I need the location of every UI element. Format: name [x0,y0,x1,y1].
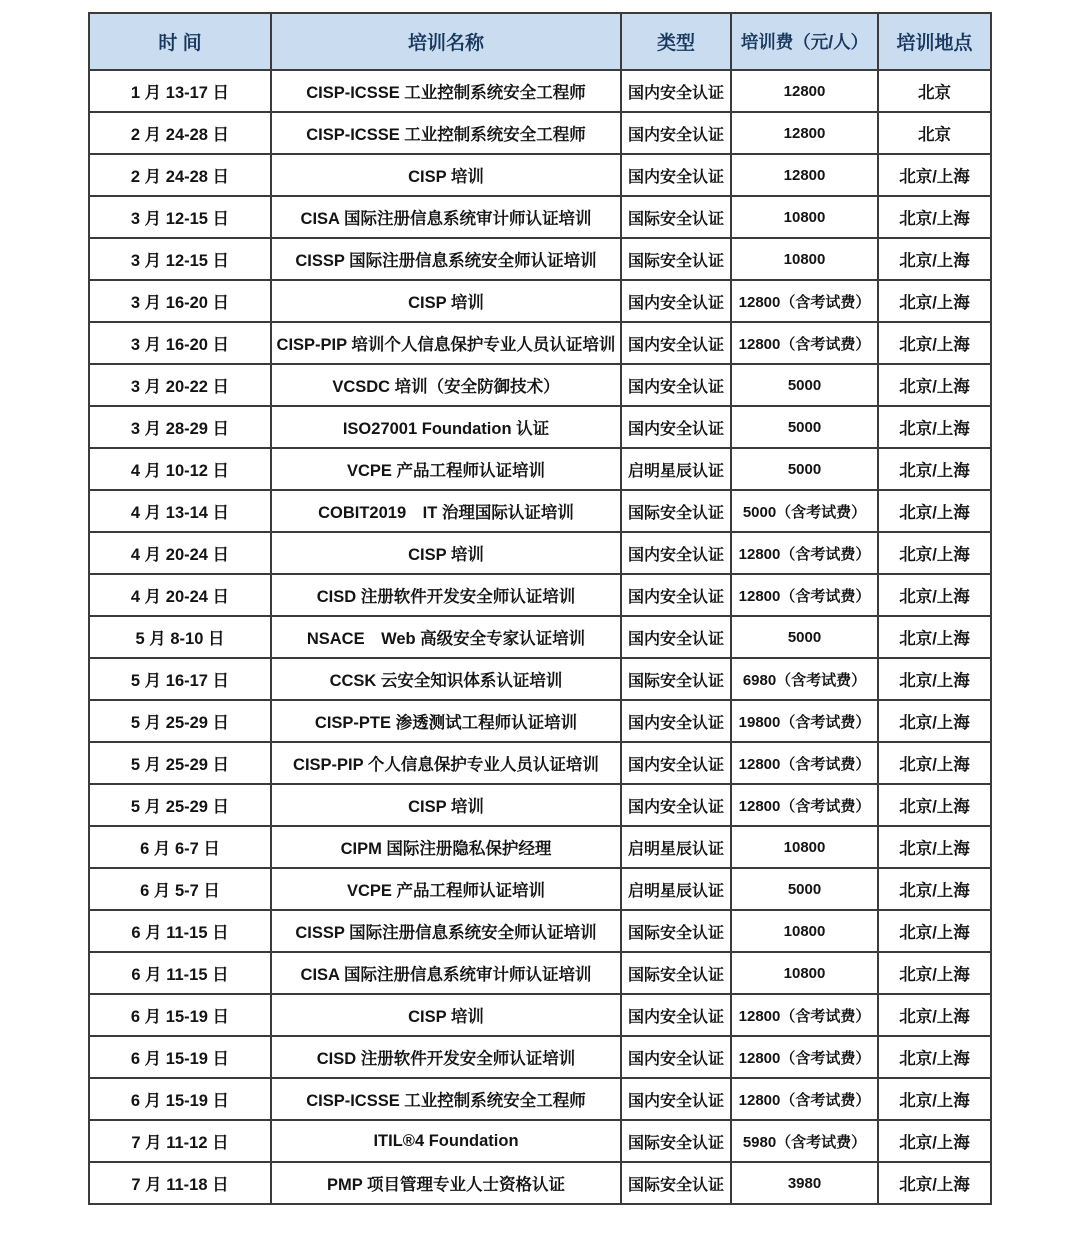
cell-location: 北京 [878,70,991,112]
cell-location: 北京/上海 [878,1036,991,1078]
cell-course-name: COBIT2019 IT 治理国际认证培训 [271,490,621,532]
column-header-type: 类型 [621,13,731,70]
cell-time: 5 月 25-29 日 [89,742,271,784]
cell-type: 国际安全认证 [621,952,731,994]
cell-type: 启明星辰认证 [621,826,731,868]
cell-type: 启明星辰认证 [621,448,731,490]
cell-fee: 10800 [731,196,878,238]
cell-fee: 5980（含考试费） [731,1120,878,1162]
cell-type: 国内安全认证 [621,280,731,322]
cell-type: 国内安全认证 [621,1078,731,1120]
cell-location: 北京/上海 [878,868,991,910]
cell-course-name: CISP-ICSSE 工业控制系统安全工程师 [271,70,621,112]
cell-fee: 12800（含考试费） [731,322,878,364]
cell-location: 北京/上海 [878,784,991,826]
cell-fee: 12800（含考试费） [731,784,878,826]
cell-type: 国内安全认证 [621,406,731,448]
cell-type: 国内安全认证 [621,700,731,742]
cell-course-name: CISP 培训 [271,994,621,1036]
cell-type: 国内安全认证 [621,994,731,1036]
column-header-course-name: 培训名称 [271,13,621,70]
cell-fee: 12800 [731,112,878,154]
cell-time: 4 月 13-14 日 [89,490,271,532]
cell-course-name: CISP-PTE 渗透测试工程师认证培训 [271,700,621,742]
table-row [89,784,991,826]
cell-course-name: CISA 国际注册信息系统审计师认证培训 [271,952,621,994]
table-body [89,70,991,1204]
cell-time: 6 月 15-19 日 [89,1036,271,1078]
cell-time: 3 月 20-22 日 [89,364,271,406]
table-row [89,742,991,784]
cell-fee: 19800（含考试费） [731,700,878,742]
cell-time: 3 月 16-20 日 [89,280,271,322]
cell-location: 北京/上海 [878,952,991,994]
cell-course-name: ITIL®4 Foundation [271,1120,621,1162]
cell-fee: 12800（含考试费） [731,574,878,616]
cell-course-name: CISD 注册软件开发安全师认证培训 [271,1036,621,1078]
cell-location: 北京/上海 [878,196,991,238]
cell-fee: 5000（含考试费） [731,490,878,532]
cell-location: 北京/上海 [878,490,991,532]
table-row [89,1078,991,1120]
cell-course-name: VCSDC 培训（安全防御技术） [271,364,621,406]
cell-course-name: VCPE 产品工程师认证培训 [271,448,621,490]
table-row [89,868,991,910]
cell-fee: 5000 [731,406,878,448]
cell-course-name: ISO27001 Foundation 认证 [271,406,621,448]
cell-location: 北京/上海 [878,574,991,616]
table-row [89,952,991,994]
cell-time: 5 月 25-29 日 [89,700,271,742]
table-row [89,364,991,406]
cell-time: 4 月 20-24 日 [89,574,271,616]
cell-fee: 12800（含考试费） [731,1036,878,1078]
column-header-time: 时 间 [89,13,271,70]
header-row [89,13,991,70]
cell-fee: 12800 [731,154,878,196]
cell-course-name: CISP 培训 [271,784,621,826]
cell-time: 6 月 11-15 日 [89,910,271,952]
cell-type: 国内安全认证 [621,112,731,154]
training-schedule-table [88,12,992,1205]
table-row [89,1120,991,1162]
table-row [89,154,991,196]
cell-course-name: CISSP 国际注册信息系统安全师认证培训 [271,238,621,280]
cell-location: 北京/上海 [878,826,991,868]
cell-type: 国内安全认证 [621,154,731,196]
cell-location: 北京/上海 [878,742,991,784]
cell-location: 北京/上海 [878,448,991,490]
column-header-fee: 培训费（元/人） [731,13,878,70]
cell-course-name: CISSP 国际注册信息系统安全师认证培训 [271,910,621,952]
cell-course-name: CISP-ICSSE 工业控制系统安全工程师 [271,112,621,154]
table-row [89,238,991,280]
table-row [89,196,991,238]
table-row [89,574,991,616]
cell-type: 国内安全认证 [621,742,731,784]
cell-fee: 5000 [731,616,878,658]
cell-location: 北京/上海 [878,238,991,280]
cell-time: 4 月 20-24 日 [89,532,271,574]
cell-location: 北京/上海 [878,910,991,952]
cell-location: 北京/上海 [878,280,991,322]
cell-fee: 10800 [731,826,878,868]
cell-time: 5 月 8-10 日 [89,616,271,658]
cell-type: 国际安全认证 [621,658,731,700]
table-row [89,994,991,1036]
cell-location: 北京/上海 [878,1078,991,1120]
table-row [89,70,991,112]
table-row [89,658,991,700]
cell-time: 4 月 10-12 日 [89,448,271,490]
cell-time: 6 月 15-19 日 [89,994,271,1036]
table-row [89,406,991,448]
cell-time: 2 月 24-28 日 [89,112,271,154]
cell-time: 5 月 25-29 日 [89,784,271,826]
cell-type: 国际安全认证 [621,490,731,532]
table-row [89,910,991,952]
cell-fee: 12800（含考试费） [731,994,878,1036]
cell-location: 北京/上海 [878,700,991,742]
table-row [89,532,991,574]
cell-type: 国内安全认证 [621,70,731,112]
table-row [89,448,991,490]
cell-course-name: CISP-PIP 个人信息保护专业人员认证培训 [271,742,621,784]
cell-fee: 5000 [731,448,878,490]
cell-fee: 12800 [731,70,878,112]
cell-course-name: NSACE Web 高级安全专家认证培训 [271,616,621,658]
table-row [89,616,991,658]
table-row [89,322,991,364]
cell-type: 国内安全认证 [621,322,731,364]
cell-course-name: CIPM 国际注册隐私保护经理 [271,826,621,868]
cell-time: 7 月 11-18 日 [89,1162,271,1204]
cell-time: 6 月 11-15 日 [89,952,271,994]
cell-time: 3 月 28-29 日 [89,406,271,448]
cell-type: 国际安全认证 [621,1120,731,1162]
cell-course-name: VCPE 产品工程师认证培训 [271,868,621,910]
cell-location: 北京/上海 [878,994,991,1036]
cell-course-name: CISA 国际注册信息系统审计师认证培训 [271,196,621,238]
cell-fee: 10800 [731,910,878,952]
cell-time: 3 月 12-15 日 [89,238,271,280]
cell-time: 6 月 6-7 日 [89,826,271,868]
cell-type: 国际安全认证 [621,1162,731,1204]
cell-location: 北京/上海 [878,406,991,448]
table-row [89,490,991,532]
cell-course-name: CISP-PIP 培训个人信息保护专业人员认证培训 [271,322,621,364]
cell-type: 国内安全认证 [621,532,731,574]
cell-time: 6 月 5-7 日 [89,868,271,910]
cell-fee: 6980（含考试费） [731,658,878,700]
cell-course-name: CISP-ICSSE 工业控制系统安全工程师 [271,1078,621,1120]
cell-location: 北京/上海 [878,322,991,364]
cell-fee: 5000 [731,868,878,910]
table-row [89,826,991,868]
cell-time: 5 月 16-17 日 [89,658,271,700]
table-row [89,1162,991,1204]
cell-time: 7 月 11-12 日 [89,1120,271,1162]
table-row [89,112,991,154]
cell-fee: 12800（含考试费） [731,532,878,574]
cell-course-name: CISP 培训 [271,532,621,574]
cell-fee: 3980 [731,1162,878,1204]
cell-fee: 5000 [731,364,878,406]
table-row [89,1036,991,1078]
cell-fee: 12800（含考试费） [731,1078,878,1120]
cell-time: 3 月 16-20 日 [89,322,271,364]
cell-type: 国内安全认证 [621,364,731,406]
cell-type: 国内安全认证 [621,616,731,658]
cell-course-name: CISP 培训 [271,280,621,322]
cell-fee: 12800（含考试费） [731,742,878,784]
cell-location: 北京/上海 [878,154,991,196]
cell-type: 国内安全认证 [621,574,731,616]
cell-time: 2 月 24-28 日 [89,154,271,196]
cell-type: 启明星辰认证 [621,868,731,910]
cell-course-name: CCSK 云安全知识体系认证培训 [271,658,621,700]
cell-type: 国内安全认证 [621,784,731,826]
cell-location: 北京/上海 [878,532,991,574]
cell-location: 北京/上海 [878,616,991,658]
cell-time: 1 月 13-17 日 [89,70,271,112]
cell-type: 国际安全认证 [621,910,731,952]
cell-course-name: CISP 培训 [271,154,621,196]
cell-fee: 10800 [731,952,878,994]
table-row [89,280,991,322]
cell-time: 3 月 12-15 日 [89,196,271,238]
cell-type: 国际安全认证 [621,196,731,238]
cell-location: 北京/上海 [878,1120,991,1162]
column-header-location: 培训地点 [878,13,991,70]
cell-fee: 12800（含考试费） [731,280,878,322]
cell-type: 国内安全认证 [621,1036,731,1078]
cell-type: 国际安全认证 [621,238,731,280]
cell-course-name: PMP 项目管理专业人士资格认证 [271,1162,621,1204]
cell-time: 6 月 15-19 日 [89,1078,271,1120]
cell-fee: 10800 [731,238,878,280]
cell-location: 北京/上海 [878,658,991,700]
table-row [89,700,991,742]
cell-location: 北京 [878,112,991,154]
cell-course-name: CISD 注册软件开发安全师认证培训 [271,574,621,616]
training-schedule-wrapper [88,12,992,1205]
cell-location: 北京/上海 [878,364,991,406]
cell-location: 北京/上海 [878,1162,991,1204]
